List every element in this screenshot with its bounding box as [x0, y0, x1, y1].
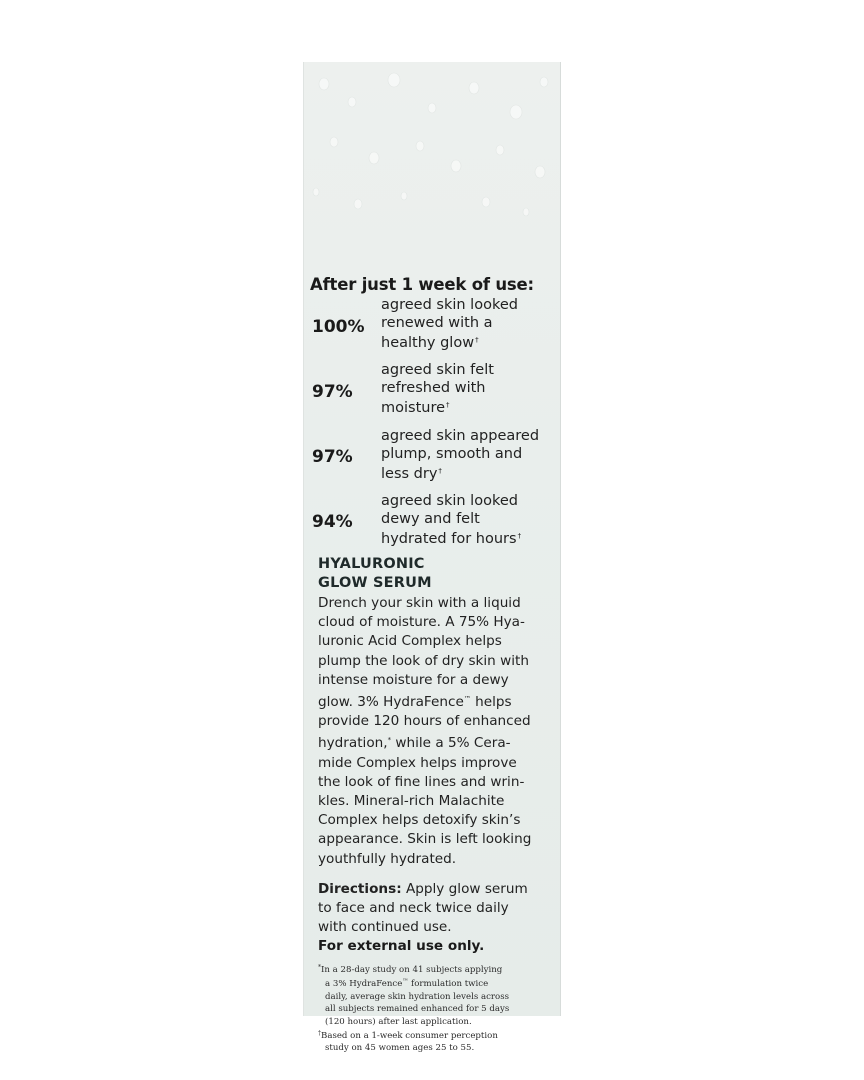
stat-percent: 97%	[312, 447, 353, 467]
trademark-mark: ™	[463, 695, 471, 704]
stat-line: agreed skin appeared	[381, 428, 540, 444]
description-text: while a 5% Cera-	[391, 735, 511, 752]
directions	[318, 880, 558, 938]
footnote-text: formulation twice	[408, 979, 489, 990]
footnote-text: a 3% HydraFence	[325, 979, 403, 990]
trademark-mark: ™	[402, 978, 409, 986]
footnote-symbol: *	[318, 964, 321, 971]
description-line: the look of fine lines and wrin-	[318, 773, 525, 790]
external-use-warning: For external use only.	[318, 938, 485, 954]
stat-percent: 97%	[312, 382, 353, 402]
description-line: intense moisture for a dewy	[318, 671, 509, 688]
stat-line-text: moisture	[381, 400, 446, 417]
stat-line: agreed skin looked	[381, 297, 518, 313]
footnote-text: In a 28-day study on 41 subjects applying	[321, 965, 503, 975]
product-name-line: HYALURONIC	[318, 556, 425, 572]
dagger-mark: †	[438, 467, 442, 476]
footnote-line: (120 hours) after last application.	[325, 1016, 472, 1027]
stat-line-text: hydrated for hours	[381, 531, 517, 548]
description-line	[318, 690, 558, 712]
water-droplets-graphic	[304, 62, 560, 222]
product-box-panel	[304, 62, 560, 1054]
description-line: Drench your skin with a liquid	[318, 595, 521, 611]
directions-label: Directions:	[318, 881, 402, 897]
directions-line	[318, 880, 558, 899]
stat-line: plump, smooth and	[381, 445, 523, 462]
description-text: helps	[470, 694, 512, 711]
description-line: Complex helps detoxify skin’s	[318, 812, 521, 829]
footnote-line: daily, average skin hydration levels across	[325, 991, 510, 1002]
dagger-mark: †	[517, 532, 522, 541]
footnote-line: study on 45 women ages 25 to 55.	[325, 1043, 475, 1054]
footnote-line	[318, 1028, 558, 1042]
product-name-line: GLOW SERUM	[318, 575, 432, 591]
dagger-mark: †	[446, 401, 450, 410]
dagger-mark: †	[475, 336, 479, 345]
product-name	[318, 555, 558, 593]
description-line	[318, 731, 558, 753]
footnote-line	[318, 962, 558, 976]
asterisk-mark: *	[387, 736, 392, 745]
stat-line-text: healthy glow	[381, 335, 475, 352]
stat-line-text: less dry	[381, 466, 438, 483]
stat-line: renewed with a	[381, 314, 493, 331]
stat-description	[381, 428, 557, 484]
directions-text: Apply glow serum	[401, 881, 528, 897]
description-text: glow. 3% HydraFence	[318, 694, 464, 711]
stat-line: agreed skin looked	[381, 493, 518, 509]
stat-description	[381, 493, 557, 549]
description-line: youthfully hydrated.	[318, 850, 457, 867]
stat-line	[381, 463, 557, 484]
description-line: luronic Acid Complex helps	[318, 633, 502, 650]
stat-line	[381, 528, 557, 549]
product-description	[318, 594, 558, 869]
footnote-line	[318, 976, 558, 990]
stat-line	[381, 397, 557, 418]
results-headline: After just 1 week of use:	[310, 275, 534, 294]
stat-percent: 100%	[312, 317, 365, 337]
stat-line: dewy and felt	[381, 510, 480, 527]
stat-description	[381, 362, 557, 418]
description-text: hydration,	[318, 735, 388, 752]
stat-percent: 94%	[312, 512, 353, 532]
stat-line: refreshed with	[381, 379, 486, 396]
directions-line: with continued use.	[318, 919, 452, 936]
description-line: cloud of moisture. A 75% Hya-	[318, 614, 525, 631]
footnote-symbol: †	[318, 1030, 321, 1038]
description-line: mide Complex helps improve	[318, 754, 517, 771]
stat-line: agreed skin felt	[381, 362, 494, 378]
description-line: kles. Mineral-rich Malachite	[318, 793, 505, 810]
stat-description	[381, 297, 557, 353]
description-line: provide 120 hours of enhanced	[318, 713, 531, 730]
directions-line: to face and neck twice daily	[318, 900, 509, 917]
footnotes	[318, 962, 558, 1055]
footnote-text: Based on a 1-week consumer perception	[321, 1031, 498, 1042]
description-line: appearance. Skin is left looking	[318, 831, 532, 848]
footnote-line: all subjects remained enhanced for 5 days	[325, 1004, 510, 1015]
description-line: plump the look of dry skin with	[318, 652, 529, 669]
stat-line	[381, 332, 557, 353]
